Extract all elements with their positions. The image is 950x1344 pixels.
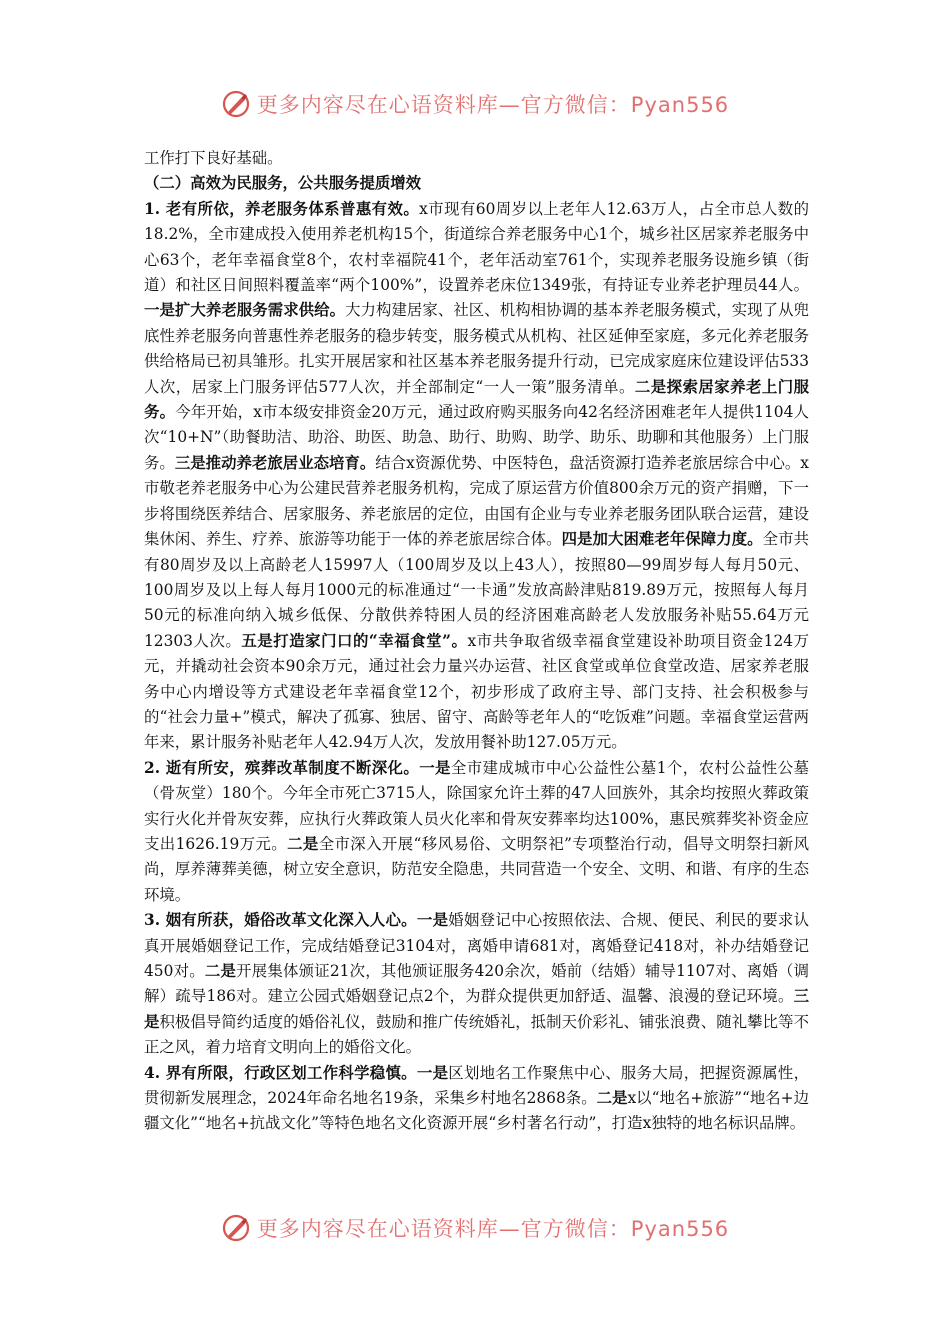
item1-text-5: 全市共有80周岁及以上高龄老人15997人（100周岁及以上43人），按照80—99周岁每人每月50元、100周岁及以上每人每月1000元的标准通过“一卡通”发放高龄津贴819.89万元，按照每人每月50元的标准向纳入城乡低保、分散供养特困人员的经济困难高龄老人发放服务补贴55.64万元12303人次。 bbox=[144, 530, 809, 650]
item1-bold-5: 五是打造家门口的“幸福食堂”。 bbox=[241, 631, 468, 650]
item3-text-2: 开展集体颁证21次，其他颁证服务420余次，婚前（结婚）辅导1107对、离婚（调解）疏导186对。建立公园式婚姻登记点2个，为群众提供更加舒适、温馨、浪漫的登记环境。 bbox=[144, 962, 809, 1006]
paragraph-marriage-reform bbox=[144, 908, 809, 1060]
item1-text-1: x市现有60周岁以上老年人12.63万人，占全市总人数的18.2%，全市建成投入使用养老机构15个，街道综合养老服务中心1个，城乡社区居家养老服务中心63个，老年幸福食堂8个，农村幸福院41个，老年活动室761个，实现养老服务设施乡镇（街道）和社区日间照料覆盖率“两个100%”，设置养老床位1349张，有持证专业养老护理员44人。 bbox=[144, 199, 809, 295]
pen-logo-icon bbox=[221, 89, 251, 119]
paragraph-administrative-division bbox=[144, 1061, 809, 1137]
item1-text-3: 今年开始，x市本级安排资金20万元，通过政府购买服务向42名经济困难老年人提供1104人次“10+N”（助餐助洁、助浴、助医、助急、助行、助购、助学、助乐、助聊和其他服务）上门服务。 bbox=[144, 403, 809, 472]
item1-bold-2: 二是探索居家养老上门服务。 bbox=[144, 377, 809, 422]
header-watermark-banner bbox=[0, 84, 950, 124]
item4-title: 4. 界有所限，行政区划工作科学稳慎。 bbox=[144, 1063, 417, 1082]
section-heading: （二）高效为民服务，公共服务提质增效 bbox=[144, 174, 422, 193]
item2-text-1: 全市建成城市中心公益性公墓1个，农村公益性公墓（骨灰堂）180个。今年全市死亡3715人，除国家允许土葬的47人回族外，其余均按照火葬政策实行火化并骨灰安葬，应执行火葬政策人员火化率和骨灰安葬率均达100%，惠民殡葬奖补资金应支出1626.19万元。 bbox=[144, 758, 809, 853]
item4-text-2: x以“地名+旅游”“地名+边疆文化”“地名+抗战文化”等特色地名文化资源开展“乡村著名行动”，打造x独特的地名标识品牌。 bbox=[144, 1089, 809, 1133]
item3-text-3: 积极倡导简约适度的婚俗礼仪，鼓励和推广传统婚礼，抵制天价彩礼、铺张浪费、随礼攀比等不正之风，着力培育文明向上的婚俗文化。 bbox=[144, 1012, 809, 1057]
item3-bold-2: 二是 bbox=[204, 962, 237, 980]
item2-text-2: 全市深入开展“移风易俗、文明祭祀”专项整治行动，倡导文明祭扫新风尚，厚养薄葬美德，树立安全意识，防范安全隐患，共同营造一个安全、文明、和谐、有序的生态环境。 bbox=[144, 834, 809, 904]
item1-text-4: 结合x资源优势、中医特色，盘活资源打造养老旅居综合中心。x市敬老养老服务中心为公建民营养老服务机构，完成了原运营方价值800余万元的资产捐赠，下一步将围绕医养结合、居家服务、养老旅居的定位，由国有企业与专业养老服务团队联合运营，建设集休闲、养生、疗养、旅游等功能于一体的养老旅居综合体。 bbox=[144, 453, 809, 549]
paragraph-funeral-reform bbox=[144, 756, 809, 908]
item4-bold-1: 一是 bbox=[416, 1063, 449, 1082]
item2-title: 2. 逝有所安，殡葬改革制度不断深化。 bbox=[144, 758, 420, 777]
footer-watermark-banner bbox=[0, 1208, 950, 1248]
item2-bold-1: 一是 bbox=[419, 758, 451, 777]
item4-bold-2: 二是 bbox=[596, 1089, 628, 1108]
item4-text-1: 区划地名工作聚焦中心、服务大局，把握资源属性，贯彻新发展理念，2024年命名地名19条，采集乡村地名2868条。 bbox=[144, 1063, 809, 1108]
item3-bold-1: 一是 bbox=[416, 911, 449, 930]
item2-bold-2: 二是 bbox=[287, 834, 319, 853]
banner-text: 更多内容尽在心语资料库—官方微信：Pyan556 bbox=[256, 1217, 730, 1241]
document-body bbox=[144, 146, 809, 1137]
intro-line: 工作打下良好基础。 bbox=[144, 149, 283, 167]
item3-title: 3. 姻有所获，婚俗改革文化深入人心。 bbox=[144, 911, 417, 930]
item1-bold-4: 四是加大困难老年保障力度。 bbox=[561, 530, 763, 549]
paragraph-elderly-care bbox=[144, 197, 809, 756]
item3-bold-3: 三是 bbox=[144, 987, 809, 1031]
item3-text-1: 婚姻登记中心按照依法、合规、便民、利民的要求认真开展婚姻登记工作，完成结婚登记3104对，离婚申请681对，离婚登记418对，补办结婚登记450对。 bbox=[144, 911, 809, 980]
item1-text-6: x市共争取省级幸福食堂建设补助项目资金124万元，并撬动社会资本90余万元，通过社会力量兴办运营、社区食堂或单位食堂改造、居家养老服务中心内增设等方式建设老年幸福食堂12个，初步形成了政府主导、部门支持、社会积极参与的“社会力量+”模式，解决了孤寡、独居、留守、高龄等老年人的“吃饭难”问题。幸福食堂运营两年来，累计服务补贴老年人42.94万人次，发放用餐补助127.05万元。 bbox=[144, 631, 809, 752]
item1-bold-1: 一是扩大养老服务需求供给。 bbox=[144, 301, 346, 320]
item1-title: 1. 老有所依，养老服务体系普惠有效。 bbox=[144, 199, 420, 218]
item1-text-2: 大力构建居家、社区、机构相协调的基本养老服务模式，实现了从兜底性养老服务向普惠性养老服务的稳步转变，服务模式从机构、社区延伸至家庭，多元化养老服务供给格局已初具雏形。扎实开展居家和社区基本养老服务提升行动，已完成家庭床位建设评估533人次，居家上门服务评估577人次，并全部制定“一人一策”服务清单。 bbox=[144, 301, 809, 396]
banner-text: 更多内容尽在心语资料库—官方微信：Pyan556 bbox=[256, 93, 730, 117]
item1-bold-3: 三是推动养老旅居业态培育。 bbox=[174, 453, 376, 472]
pen-logo-icon bbox=[221, 1213, 251, 1243]
